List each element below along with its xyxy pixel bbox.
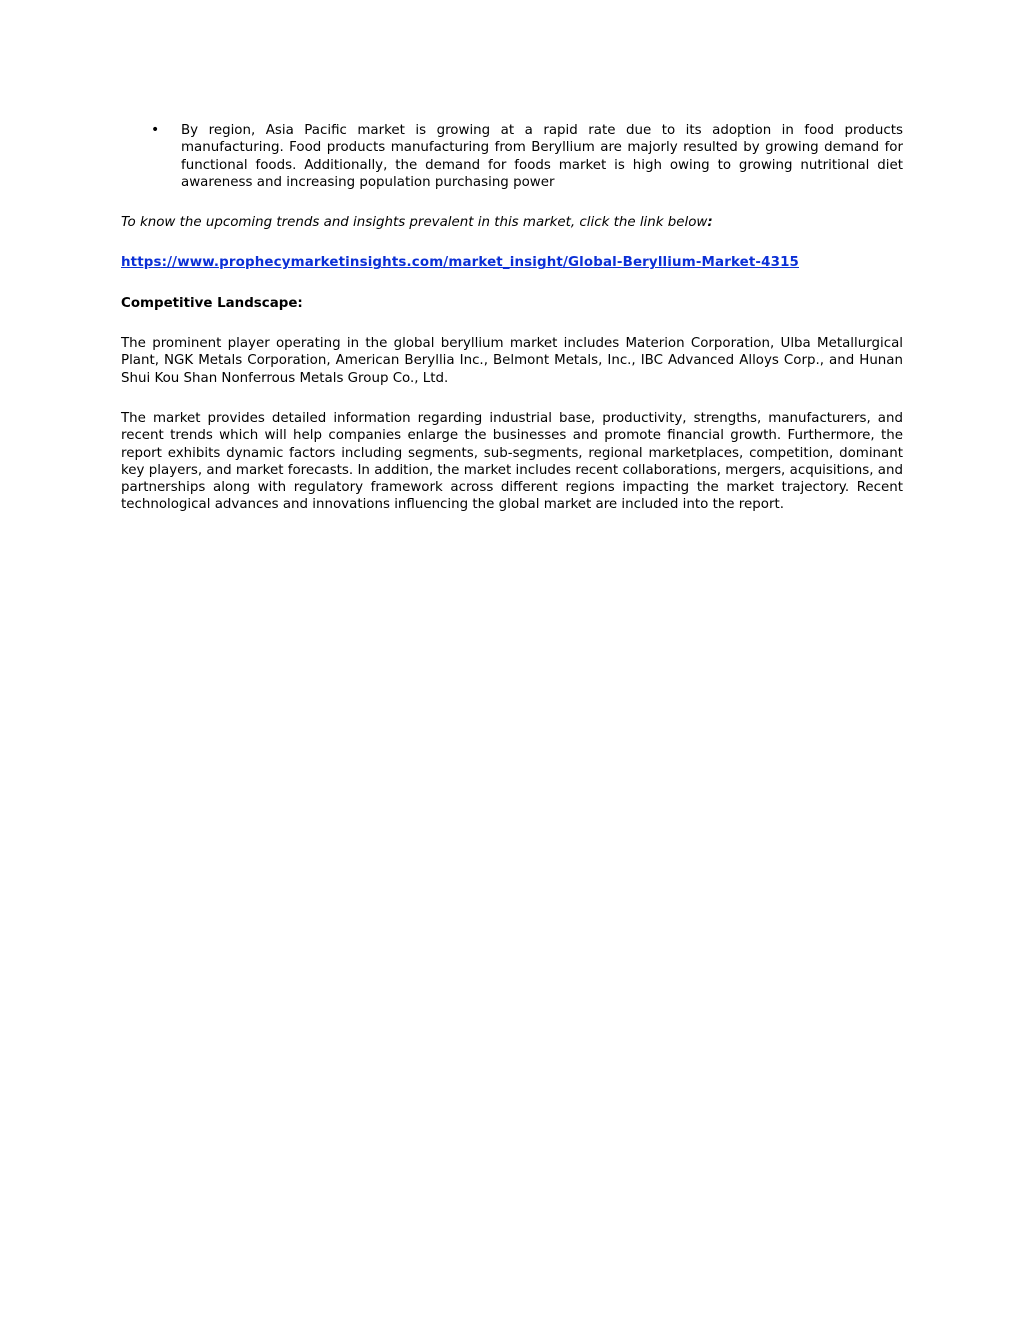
call-to-action xyxy=(121,214,903,231)
report-link[interactable]: https://www.prophecymarketinsights.com/market_insight/Global-Beryllium-Market-4315 xyxy=(121,255,799,271)
bullet-item-asia-pacific xyxy=(121,122,903,191)
link-paragraph xyxy=(121,254,903,271)
bullet-text: By region, Asia Pacific market is growing at a rapid rate due to its adoption in food products manufacturing. Food products manufacturing from Beryllium are majorly resulted by growing demand for functional foods. Additionally, the demand for foods market is high owing to growing nutritional diet awareness and increasing population purchasing power xyxy=(181,123,903,190)
section-heading: Competitive Landscape: xyxy=(121,295,303,311)
paragraph-market-details: The market provides detailed information regarding industrial base, productivity, strengths, manufacturers, and recent trends which will help companies enlarge the businesses and promote financial growth. Furthermore, the report exhibits dynamic factors including segments, sub-segments, regional marketplaces, competition, dominant key players, and market forecasts. In addition, the market includes recent collaborations, mergers, acquisitions, and partnerships along with regulatory framework across different regions impacting the market trajectory. Recent technological advances and innovations influencing the global market are included into the report. xyxy=(121,410,903,513)
bullet-marker: • xyxy=(151,122,160,138)
call-to-action-text: To know the upcoming trends and insights prevalent in this market, click the link below xyxy=(121,215,708,231)
document-page xyxy=(121,122,903,514)
call-to-action-colon: : xyxy=(707,215,713,231)
paragraph-key-players: The prominent player operating in the global beryllium market includes Materion Corporation, Ulba Metallurgical Plant, NGK Metals Corporation, American Beryllia Inc., Belmont Metals, Inc., IBC Advanced Alloys Corp., and Hunan Shui Kou Shan Nonferrous Metals Group Co., Ltd. xyxy=(121,336,903,386)
